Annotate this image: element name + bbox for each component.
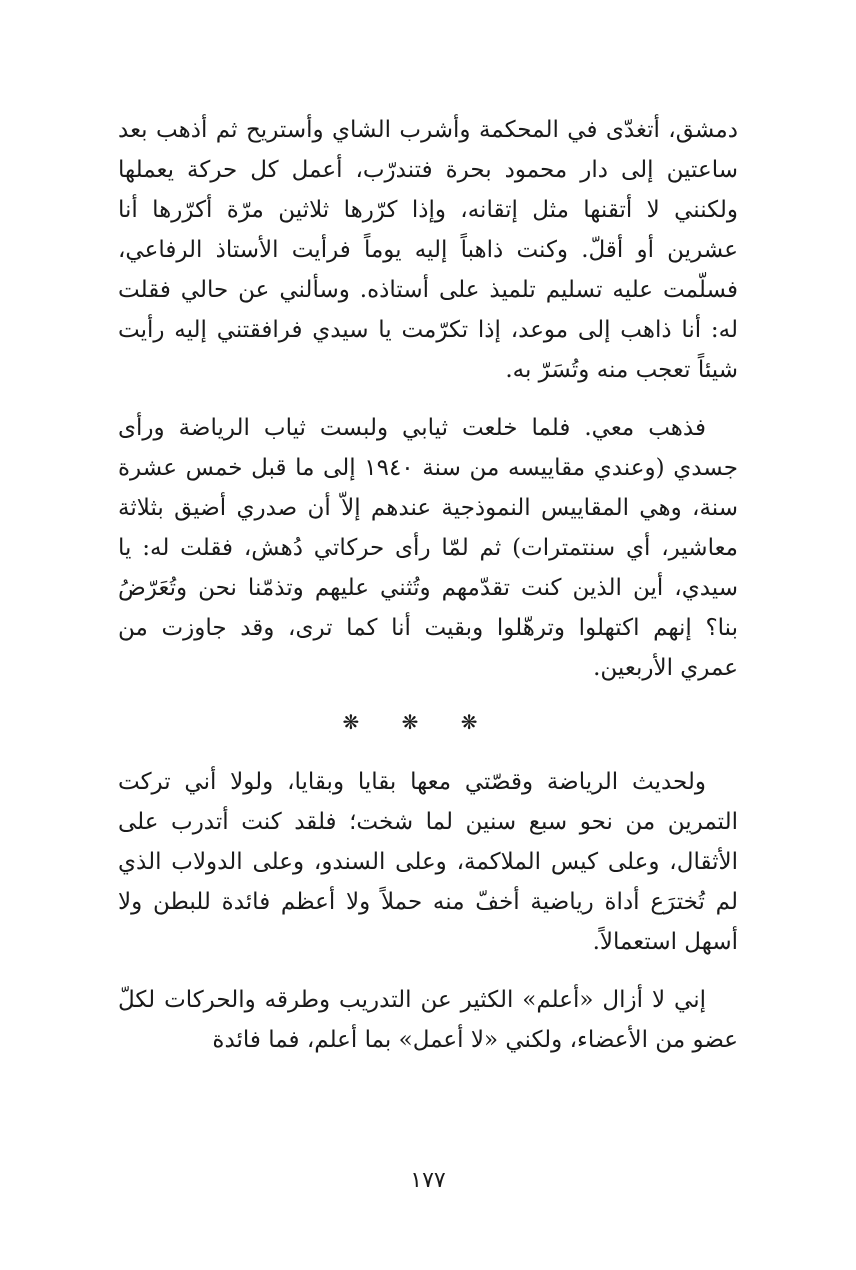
page-body xyxy=(118,110,738,1060)
paragraph-4: إني لا أزال «أعلم» الكثير عن التدريب وطرقه والحركات لكلّ عضو من الأعضاء، ولكني «لا أعمل» بما أعلم، فما فائدة xyxy=(118,987,738,1053)
paragraph-2: فذهب معي. فلما خلعت ثيابي ولبست ثياب الرياضة ورأى جسدي (وعندي مقاييسه من سنة ١٩٤٠ إلى ما قبل خمس عشرة سنة، وهي المقاييس النموذجية عندهم إلاّ أن صدري أضيق بثلاثة معاشير، أي سنتمترات) ثم لمّا رأى حركاتي دُهش، فقلت له: يا سيدي، أين الذين كنت تقدّمهم وتُثني عليهم وتذمّنا نحن وتُعَرّضُ بنا؟ إنهم اكتهلوا وترهّلوا وبقيت أنا كما ترى، وقد جاوزت من عمري الأربعين. xyxy=(118,415,738,681)
paragraph-3: ولحديث الرياضة وقصّتي معها بقايا وبقايا، ولولا أني تركت التمرين من نحو سبع سنين لما شخت؛ فلقد كنت أتدرب على الأثقال، وعلى كيس الملاكمة، وعلى السندو، وعلى الدولاب الذي لم تُخترَع أداة رياضية أخفّ منه حملاً ولا أعظم فائدة للبطن ولا أسهل استعمالاً. xyxy=(118,769,738,955)
page-number: ١٧٧ xyxy=(410,1168,446,1193)
section-separator: ❋ ❋ ❋ xyxy=(342,710,496,734)
paragraph-gap xyxy=(118,962,738,980)
paragraph-gap xyxy=(118,390,738,408)
paragraph-1: دمشق، أتغدّى في المحكمة وأشرب الشاي وأستريح ثم أذهب بعد ساعتين إلى دار محمود بحرة فتندرّب، أعمل كل حركة يعملها ولكنني لا أتقنها مثل إتقانه، وإذا كرّرها ثلاثين مرّة أكرّرها أنا عشرين أو أقلّ. وكنت ذاهباً إليه يوماً فرأيت الأستاذ الرفاعي، فسلّمت عليه تسليم تلميذ على أستاذه. وسألني عن حالي فقلت له: أنا ذاهب إلى موعد، إذا تكرّمت يا سيدي فرافقتني إليه رأيت شيئاً تعجب منه وتُسَرّ به. xyxy=(118,117,739,383)
